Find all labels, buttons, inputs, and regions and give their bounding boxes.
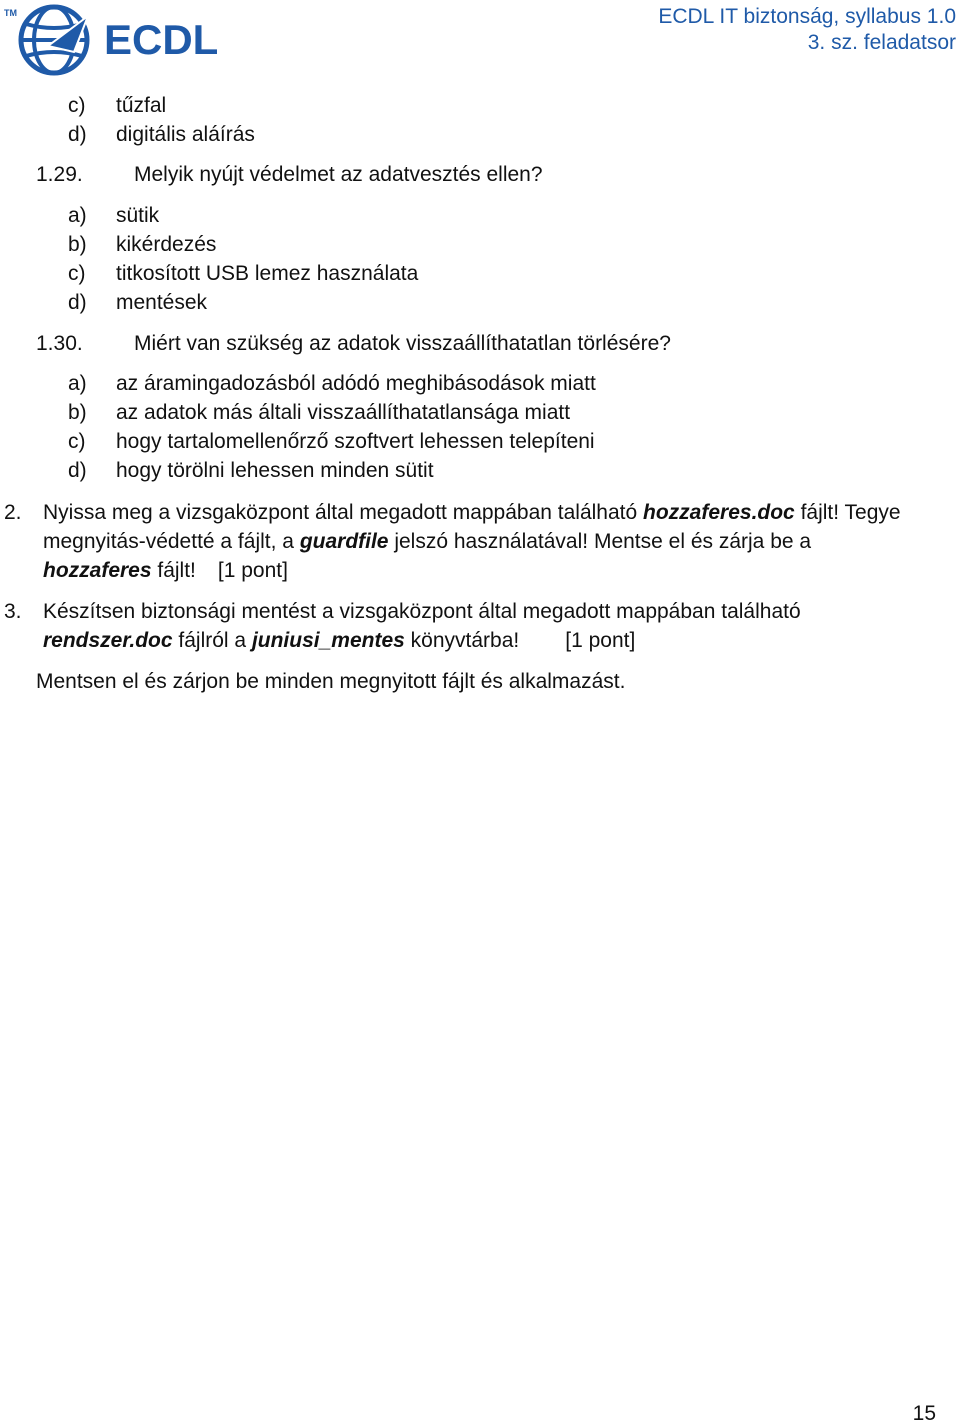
ecdl-logo — [4, 2, 234, 78]
header-info — [658, 4, 956, 56]
option-text: sütik — [116, 204, 160, 227]
password-guardfile: guardfile — [299, 530, 389, 553]
option-label: c) — [68, 262, 86, 285]
logo-text: ECDL — [104, 16, 219, 63]
filename-hozzaferes: hozzaferes — [43, 559, 152, 582]
ecdl-globe-icon — [4, 2, 104, 78]
option-text: az adatok más általi visszaállíthatatlansága miatt — [116, 401, 571, 424]
option-label: d) — [68, 459, 87, 482]
option-label: d) — [68, 291, 87, 314]
option-label: a) — [68, 372, 87, 395]
option-text: hogy törölni lehessen minden sütit — [116, 459, 434, 482]
page-header — [0, 0, 960, 80]
option-label: b) — [68, 233, 87, 256]
task-text-line: Nyissa meg a vizsgaközpont által megadott mappában található hozzaferes.doc fájlt! Tegye — [43, 501, 901, 524]
option-label: b) — [68, 401, 87, 424]
closing-instruction: Mentsen el és zárjon be minden megnyitott fájlt és alkalmazást. — [36, 670, 626, 693]
task-text-line: rendszer.doc fájlról a juniusi_mentes könyvtárba! [1 pont] — [43, 629, 636, 652]
option-label: d) — [68, 123, 87, 146]
document-title: ECDL IT biztonság, syllabus 1.0 — [658, 5, 956, 28]
question-number: 1.29. — [36, 163, 83, 186]
option-text: digitális aláírás — [116, 123, 255, 146]
task-number: 3. — [4, 600, 22, 623]
question-number: 1.30. — [36, 332, 83, 355]
option-label: a) — [68, 204, 87, 227]
option-text: hogy tartalomellenőrző szoftvert lehessen telepíteni — [116, 430, 595, 453]
task-text-line: megnyitás-védetté a fájlt, a guardfile jelszó használatával! Mentse el és zárja be a — [43, 530, 812, 553]
option-label: c) — [68, 94, 86, 117]
task-text-line: hozzaferes fájlt! [1 pont] — [43, 559, 288, 582]
trademark-mark: TM — [4, 8, 17, 18]
option-text: mentések — [116, 291, 208, 314]
option-text: tűzfal — [116, 94, 167, 117]
task-number: 2. — [4, 501, 22, 524]
question-text: Miért van szükség az adatok visszaállíthatatlan törlésére? — [134, 332, 671, 355]
option-text: titkosított USB lemez használata — [116, 262, 419, 285]
points-label: [1 pont] — [565, 629, 636, 652]
page-number: 15 — [912, 1402, 936, 1425]
filename-rendszer-doc: rendszer.doc — [43, 629, 173, 652]
option-text: az áramingadozásból adódó meghibásodások miatt — [116, 372, 596, 395]
points-label: [1 pont] — [217, 559, 288, 582]
filename-hozzaferes-doc: hozzaferes.doc — [643, 501, 795, 524]
folder-juniusi-mentes: juniusi_mentes — [251, 629, 405, 652]
task-text-line: Készítsen biztonsági mentést a vizsgaközpont által megadott mappában található — [43, 600, 801, 623]
option-label: c) — [68, 430, 86, 453]
question-text: Melyik nyújt védelmet az adatvesztés ellen? — [134, 163, 543, 186]
option-text: kikérdezés — [116, 233, 217, 256]
document-subtitle: 3. sz. feladatsor — [807, 31, 956, 54]
